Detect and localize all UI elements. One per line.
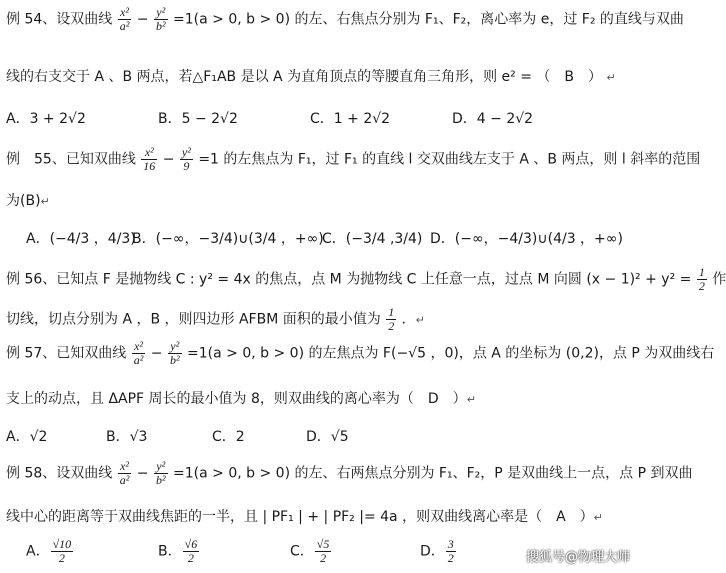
fraction: $\frac{\text{y²}}{9}$	[181, 145, 191, 173]
fraction: $\frac{√10}{2}$	[52, 537, 72, 565]
problem-58-line-1: 例 58、设双曲线 $\frac{\text{x²}}{\text{a²}}$ − $\frac{\text{y²}}{\text{b²}}$ =1(a > 0, b > 0) 的左、右两焦点分别为 F₁、F₂，P 是双曲线上一点，点 P 到双曲	[6, 459, 693, 487]
return-mark-icon: ↵	[606, 71, 616, 84]
watermark: 搜狐号@物理大师	[525, 550, 630, 565]
fraction: $\frac{\text{x²}}{\text{a²}}$	[119, 459, 130, 487]
problem-57-line-2: 支上的动点，且 ΔAPF 周长的最小值为 8，则双曲线的离心率为（ D ）↵	[6, 391, 476, 407]
return-mark-icon: ↵	[40, 195, 50, 208]
fraction: $\frac{\text{y²}}{\text{b²}}$	[155, 459, 166, 487]
option-b: B．√3	[106, 429, 148, 445]
option-c: C．2	[212, 429, 245, 445]
fraction: $\frac{\text{y²}}{\text{b²}}$	[169, 339, 180, 367]
return-mark-icon: ↵	[415, 313, 425, 327]
option-d: D．√5	[306, 429, 349, 445]
fraction: $\frac{\text{x²}}{\text{a²}}$	[133, 339, 144, 367]
problem-54-line-1: 例 54、设双曲线 $\frac{\text{x²}}{\text{a²}}$ − $\frac{\text{y²}}{\text{b²}}$ =1(a > 0, b > 0) 的左、右焦点分别为 F₁、F₂，离心率为 e，过 F₂ 的直线与双曲	[6, 5, 684, 33]
fraction: $\frac{1}{2}$	[698, 265, 705, 293]
option-b: B． $\frac{√6}{2}$	[158, 537, 198, 565]
problem-56-line-2: 切线，切点分别为 A ，B ，则四边形 AFBM 面积的最小值为 $\frac{1}{2}$ ．↵	[6, 305, 425, 333]
problem-55-line-1: 例 55、已知双曲线 $\frac{\text{x²}}{16}$ − $\frac{\text{y²}}{9}$ =1 的左焦点为 F₁，过 F₁ 的直线 l 交双曲线左支于 A 、B 两点，则 l 斜率的范围	[6, 145, 701, 173]
return-mark-icon: ↵	[593, 511, 603, 524]
option-a: A．(−4/3 ，4/3)	[26, 231, 136, 247]
option-a: A．3 + 2√2	[6, 111, 86, 127]
problem-55-line-2: 为(B)↵	[6, 193, 50, 209]
option-a: A．√2	[6, 429, 48, 445]
problem-54-text: =1(a > 0, b > 0) 的左、右焦点分别为 F₁、F₂，离心率为 e，过 F₂ 的直线与双曲	[173, 11, 684, 28]
problem-57-line-1: 例 57、已知双曲线 $\frac{\text{x²}}{\text{a²}}$ − $\frac{\text{y²}}{\text{b²}}$ =1(a > 0, b > 0) 的左焦点为 F(−√5 ，0)，点 A 的坐标为 (0,2)，点 P 为双曲线右	[6, 339, 715, 367]
option-d: D．4 − 2√2	[452, 111, 534, 127]
fraction: $\frac{\text{x²}}{\text{a²}}$	[119, 5, 130, 33]
problem-54-prefix: 例 54、设双曲线	[6, 11, 113, 28]
fraction: $\frac{\text{x²}}{16}$	[143, 145, 156, 173]
answer-fraction: $\frac{1}{2}$	[388, 305, 395, 333]
return-mark-icon: ↵	[466, 393, 476, 406]
problem-54-line-2: 线的右支交于 A 、B 两点，若△F₁AB 是以 A 为直角顶点的等腰直角三角形，则 e² = （ B ） ↵	[6, 69, 616, 85]
problem-58-line-2: 线中心的距离等于双曲线焦距的一半，且 | PF₁ | + | PF₂ |= 4a ，则双曲线离心率是（ A ）↵	[6, 509, 603, 525]
option-d: D．(−∞，−4/3)∪(4/3 ，+∞)	[430, 231, 623, 247]
option-d: D． $\frac{3}{2}$	[420, 537, 454, 565]
option-a: A． $\frac{√10}{2}$	[26, 537, 72, 565]
option-c: C． $\frac{√5}{2}$	[290, 537, 330, 565]
fraction: $\frac{\text{y²}}{\text{b²}}$	[155, 5, 166, 33]
option-b: B．5 − 2√2	[158, 111, 238, 127]
fraction: $\frac{√5}{2}$	[316, 537, 330, 565]
option-b: B．(−∞，−3/4)∪(3/4 ，+∞)	[132, 231, 324, 247]
option-c: C．(−3/4 ,3/4)	[322, 231, 423, 247]
option-c: C．1 + 2√2	[310, 111, 391, 127]
problem-56-line-1: 例 56、已知点 F 是抛物线 C : y² = 4x 的焦点，点 M 为抛物线 C 上任意一点，过点 M 向圆 (x − 1)² + y² = $\frac{1}{2}$ 作	[6, 265, 726, 293]
fraction: $\frac{3}{2}$	[447, 537, 454, 565]
fraction: $\frac{√6}{2}$	[184, 537, 198, 565]
